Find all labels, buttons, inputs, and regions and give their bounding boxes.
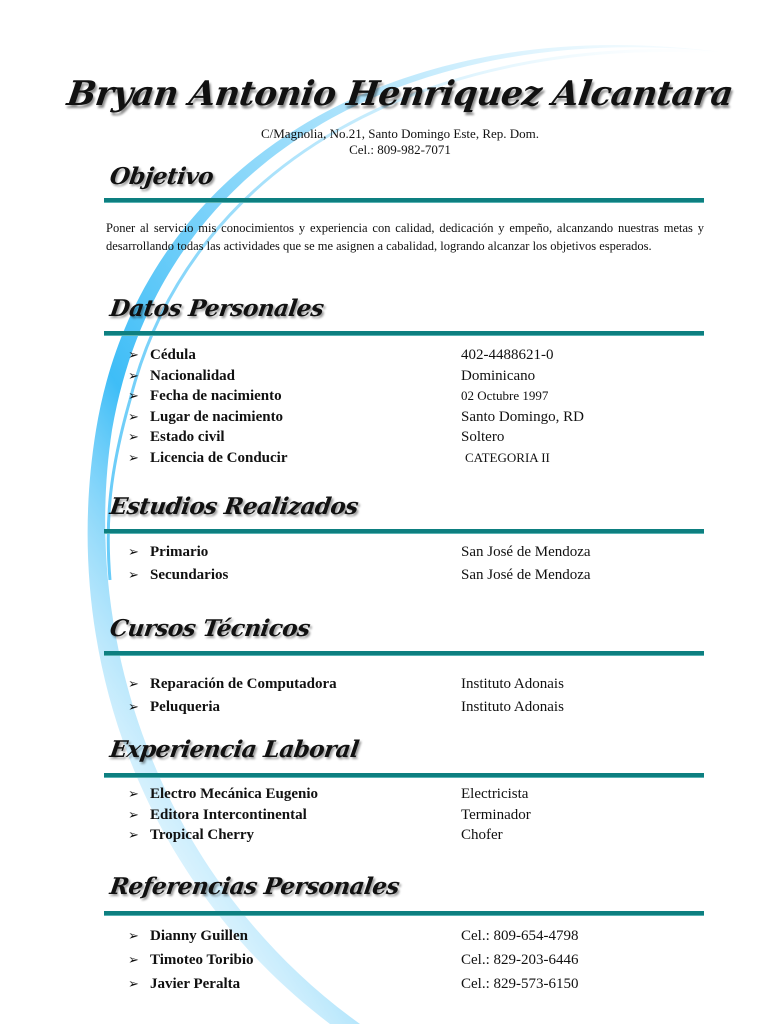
arrow-bullet-icon: ➢ [128,827,139,842]
section-title-referencias: Referencias Personales [108,873,401,900]
arrow-bullet-icon: ➢ [128,449,139,465]
item-value: Santo Domingo, RD [461,408,584,425]
item-value: 402-4488621-0 [461,347,554,363]
item-value: Cel.: 829-203-6446 [461,952,579,968]
section-divider [104,331,704,336]
experience-list [128,786,708,848]
list-item [128,699,708,722]
references-list [128,928,708,1000]
arrow-bullet-icon: ➢ [128,429,139,444]
arrow-bullet-icon: ➢ [128,786,139,801]
item-value: Terminador [461,806,531,823]
list-item [128,676,708,699]
list-item [128,928,708,952]
arrow-bullet-icon: ➢ [128,698,139,714]
list-item [128,786,708,807]
list-item [128,976,708,1000]
item-label: Fecha de nacimiento [150,388,282,404]
courses-list [128,676,708,721]
list-item [128,827,708,848]
item-label: Cédula [150,347,196,363]
item-label: Javier Peralta [150,976,241,992]
list-item [128,429,708,450]
list-item [128,409,708,430]
arrow-bullet-icon: ➢ [128,928,139,943]
list-item [128,388,708,409]
item-value: Cel.: 829-573-6150 [461,976,579,992]
applicant-name: Bryan Antonio Henriquez Alcantara [64,74,736,114]
item-label: Nacionalidad [150,367,236,384]
address: C/Magnolia, No.21, Santo Domingo Este, Rep. Dom. [260,126,540,141]
section-title-objetivo: Objetivo [108,163,216,190]
arrow-bullet-icon: ➢ [128,388,139,403]
item-label: Editora Intercontinental [150,806,307,823]
arrow-bullet-icon: ➢ [128,676,139,691]
objective-text: Poner al servicio mis conocimientos y experiencia con calidad, dedicación y empeño, alcanzando nuestras metas y desarrollando todas las actividades que se me asignen a cabalidad, logrando alcanzar los objetivos esperados. [106,221,704,253]
section-divider [104,651,704,656]
list-item [128,544,708,567]
item-value: San José de Mendoza [461,566,591,583]
section-divider [104,773,704,778]
phone: Cel.: 809-982-7071 [349,142,451,157]
item-label: Timoteo Toribio [150,952,254,968]
arrow-bullet-icon: ➢ [128,806,139,822]
item-label: Peluqueria [150,698,220,715]
item-label: Primario [150,544,209,560]
arrow-bullet-icon: ➢ [128,347,139,362]
section-title-cursos: Cursos Técnicos [108,615,312,642]
arrow-bullet-icon: ➢ [128,566,139,582]
list-item [128,952,708,976]
item-label: Lugar de nacimiento [150,408,284,425]
item-label: Reparación de Computadora [150,676,337,692]
item-label: Secundarios [150,566,229,583]
arrow-bullet-icon: ➢ [128,952,139,967]
item-value: San José de Mendoza [461,544,591,560]
section-divider [104,911,704,916]
arrow-bullet-icon: ➢ [128,544,139,559]
item-value: 02 Octubre 1997 [461,388,549,403]
personal-data-list [128,347,708,470]
list-item [128,807,708,828]
list-item [128,347,708,368]
section-title-experiencia: Experiencia Laboral [108,736,361,763]
item-value: Cel.: 809-654-4798 [461,928,579,944]
item-value: Dominicano [461,367,536,384]
item-value: Instituto Adonais [461,676,564,692]
item-label: Licencia de Conducir [150,449,288,466]
item-label: Dianny Guillen [150,928,248,944]
item-value: Soltero [461,429,505,445]
list-item [128,567,708,590]
arrow-bullet-icon: ➢ [128,408,139,424]
item-label: Electro Mecánica Eugenio [150,786,319,802]
item-value: Chofer [461,827,503,843]
section-divider [104,529,704,534]
item-label: Estado civil [150,429,225,445]
arrow-bullet-icon: ➢ [128,976,139,991]
item-value: Electricista [461,786,529,802]
item-label: Tropical Cherry [150,827,255,843]
section-title-datos-personales: Datos Personales [108,295,326,322]
item-value: Instituto Adonais [461,698,564,715]
item-value: CATEGORIA II [465,449,550,465]
section-divider [104,198,704,203]
section-title-estudios: Estudios Realizados [108,493,360,520]
arrow-bullet-icon: ➢ [128,367,139,383]
list-item [128,368,708,389]
studies-list [128,544,708,589]
list-item [128,450,708,471]
